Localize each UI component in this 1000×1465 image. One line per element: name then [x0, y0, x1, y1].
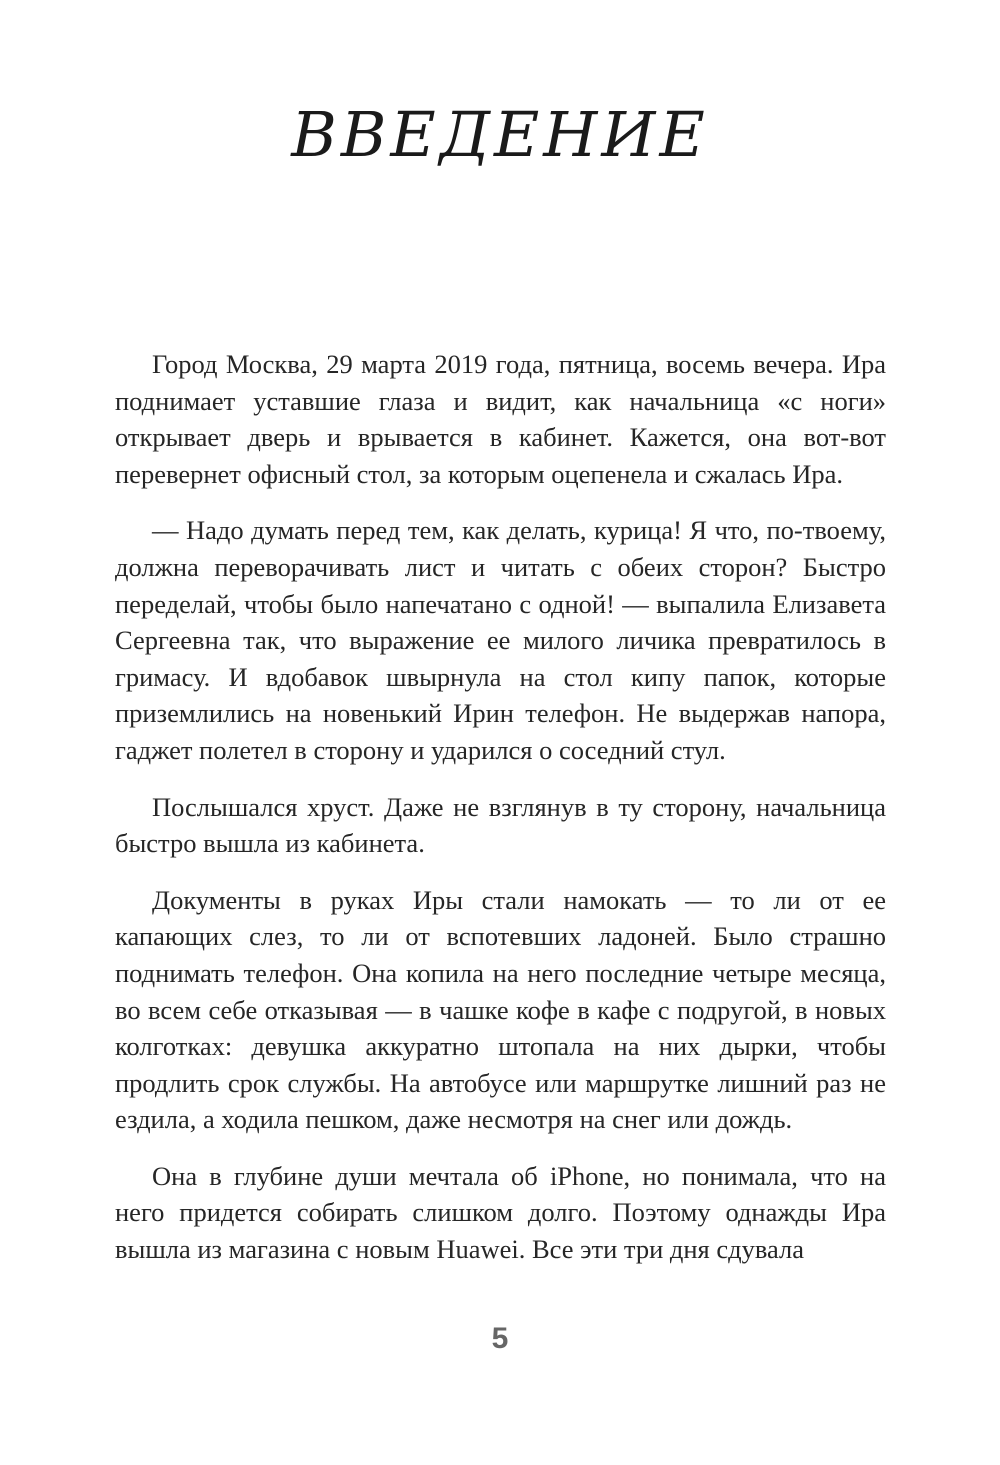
body-text	[115, 346, 886, 1288]
paragraph: Документы в руках Иры стали намокать — то ли от ее капающих слез, то ли от вспотевших ладоней. Было страшно поднимать телефон. Она копила на него последние четыре месяца, во всем себе отказывая — в чашке кофе в кафе с подругой, в новых колготках: девушка аккуратно штопала на них дырки, чтобы продлить срок службы. На автобусе или маршрутке лишний раз не ездила, а ходила пешком, даже несмотря на снег или дождь.	[115, 884, 886, 1135]
paragraph: — Надо думать перед тем, как делать, курица! Я что, по-твоему, должна переворачивать лист и читать с обеих сторон? Быстро переделай, чтобы было напечатано с одной! — выпалила Елизавета Сергеевна так, что выражение ее милого личика превратилось в гримасу. И вдобавок швырнула на стол кипу папок, которые приземлились на новенький Ирин телефон. Не выдержав напора, гаджет полетел в сторону и ударился о соседний стул.	[115, 515, 886, 765]
paragraph: Послышался хруст. Даже не взглянув в ту сторону, начальница быстро вышла из кабинета.	[115, 791, 886, 859]
paragraph: Она в глубине души мечтала об iPhone, но понимала, что на него придется собирать слишком долго. Поэтому однажды Ира вышла из магазина с новым Huawei. Все эти три дня сдувала	[115, 1160, 886, 1265]
chapter-title: ВВЕДЕНИЕ	[291, 98, 709, 171]
page-number: 5	[491, 1322, 509, 1355]
paragraph: Город Москва, 29 марта 2019 года, пятница, восемь вечера. Ира поднимает уставшие глаза и видит, как начальница «с ноги» открывает дверь и врывается в кабинет. Кажется, она вот-вот перевернет офисный стол, за которым оцепенела и сжалась Ира.	[115, 349, 886, 489]
